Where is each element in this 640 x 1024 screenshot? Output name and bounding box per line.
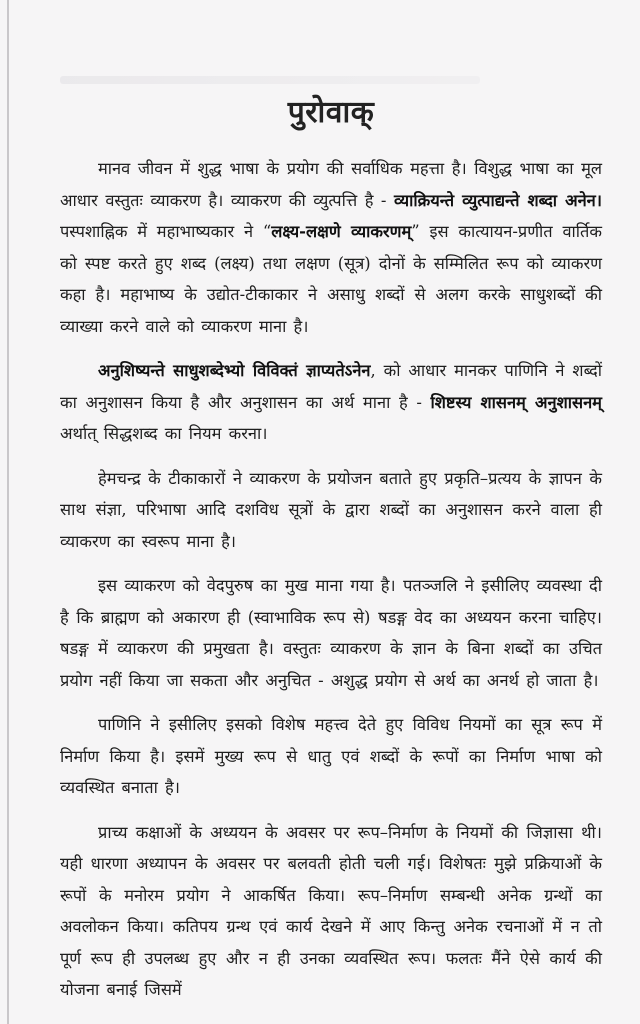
text-segment: पस्पशाह्निक में महाभाष्यकार ने “: [60, 222, 272, 241]
paragraph-5: [60, 709, 602, 804]
sanskrit-quote: शिष्टस्य शासनम् अनुशासनम्: [430, 392, 602, 412]
text-segment: हेमचन्द्र के टीकाकारों ने व्याकरण के प्रयोजन बताते हुए प्रकृति–प्रत्यय के ज्ञापन के साथ संज्ञा, परिभाषा आदि दशविध सूत्रों के द्वारा शब्दों का अनुशासन करने वाला ही व्याकरण का स्वरूप माना है।: [60, 468, 602, 551]
page-title: पुरोवाक्: [287, 95, 375, 130]
text-segment: पाणिनि ने इसीलिए इसको विशेष महत्त्व देते हुए विविध नियमों का सूत्र रूप में निर्माण किया है। इसमें मुख्य रूप से धातु एवं शब्दों के रूपों का निर्माण भाषा को व्यवस्थित बनाता है।: [60, 715, 602, 797]
text-segment: प्राच्य कक्षाओं के अध्ययन के अवसर पर रूप–निर्माण के नियमों की जिज्ञासा थी। यही धारणा अध्यापन के अवसर पर बलवती होती चली गई। विशेषतः मुझे प्रक्रियाओं के रूपों के मनोरम प्रयोग ने आकर्षित किया। रूप–निर्माण सम्बन्धी अनेक ग्रन्थों का अवलोकन किया। कतिपय ग्रन्थ एवं कार्य देखने में आए किन्तु अनेक रचनाओं में न तो पूर्ण रूप ही उपलब्ध हुए और न ही उनका व्यवस्थित रूप। फलतः मैंने ऐसे कार्य की योजना बनाई जिसमें: [60, 822, 602, 999]
book-page: [60, 90, 602, 1019]
text-segment: , को आधार मानकर पाणिनि ने शब्दों का अनुशासन किया है और अनुशासन का अर्थ माना है -: [60, 361, 602, 412]
paragraph-6: [60, 817, 602, 1006]
paragraph-1: [60, 153, 602, 342]
paragraph-4: [60, 570, 602, 696]
sanskrit-quote: अनुशिष्यन्ते साधुशब्देभ्यो विविक्तं ज्ञाप्यतेऽनेन: [98, 361, 371, 380]
text-segment: अर्थात् सिद्धशब्द का नियम करना।: [60, 424, 268, 443]
paragraph-3: [60, 463, 602, 558]
show-through-text: [60, 76, 480, 84]
text-segment: इस व्याकरण को वेदपुरुष का मुख माना गया है। पतञ्जलि ने इसीलिए व्यवस्था दी है कि ब्राह्मण को अकारण ही (स्वाभाविक रूप से) षडङ्ग वेद का अध्ययन करना चाहिए। षडङ्ग में व्याकरण की प्रमुखता है। वस्तुतः व्याकरण के ज्ञान के बिना शब्दों का उचित प्रयोग नहीं किया जा सकता और अनुचित - अशुद्ध प्रयोग से अर्थ का अनर्थ हो जाता है।: [60, 576, 602, 690]
text-segment: ” इस कात्यायन-प्रणीत वार्तिक को स्पष्ट करते हुए शब्द (लक्ष्य) तथा लक्षण (सूत्र) दोनों के सम्मिलित रूप को व्याकरण कहा है। महाभाष्य के उद्योत-टीकाकार ने असाधु शब्दों से अलग करके साधुशब्दों की व्याख्या करने वाले को व्याकरण माना है।: [60, 222, 602, 336]
page-edge-line: [7, 0, 9, 1024]
paragraph-2: [60, 355, 602, 450]
sanskrit-quote: व्याक्रियन्ते व्युत्पाद्यन्ते शब्दा अनेन।: [394, 190, 602, 210]
text-segment: मानव जीवन में शुद्ध भाषा के प्रयोग की सर्वाधिक महत्ता है। विशुद्ध भाषा का मूल आधार वस्तुतः व्याकरण है। व्याकरण की व्युत्पत्ति है -: [60, 159, 602, 210]
sanskrit-quote: लक्ष्य-लक्षणे व्याकरणम्: [271, 222, 412, 241]
